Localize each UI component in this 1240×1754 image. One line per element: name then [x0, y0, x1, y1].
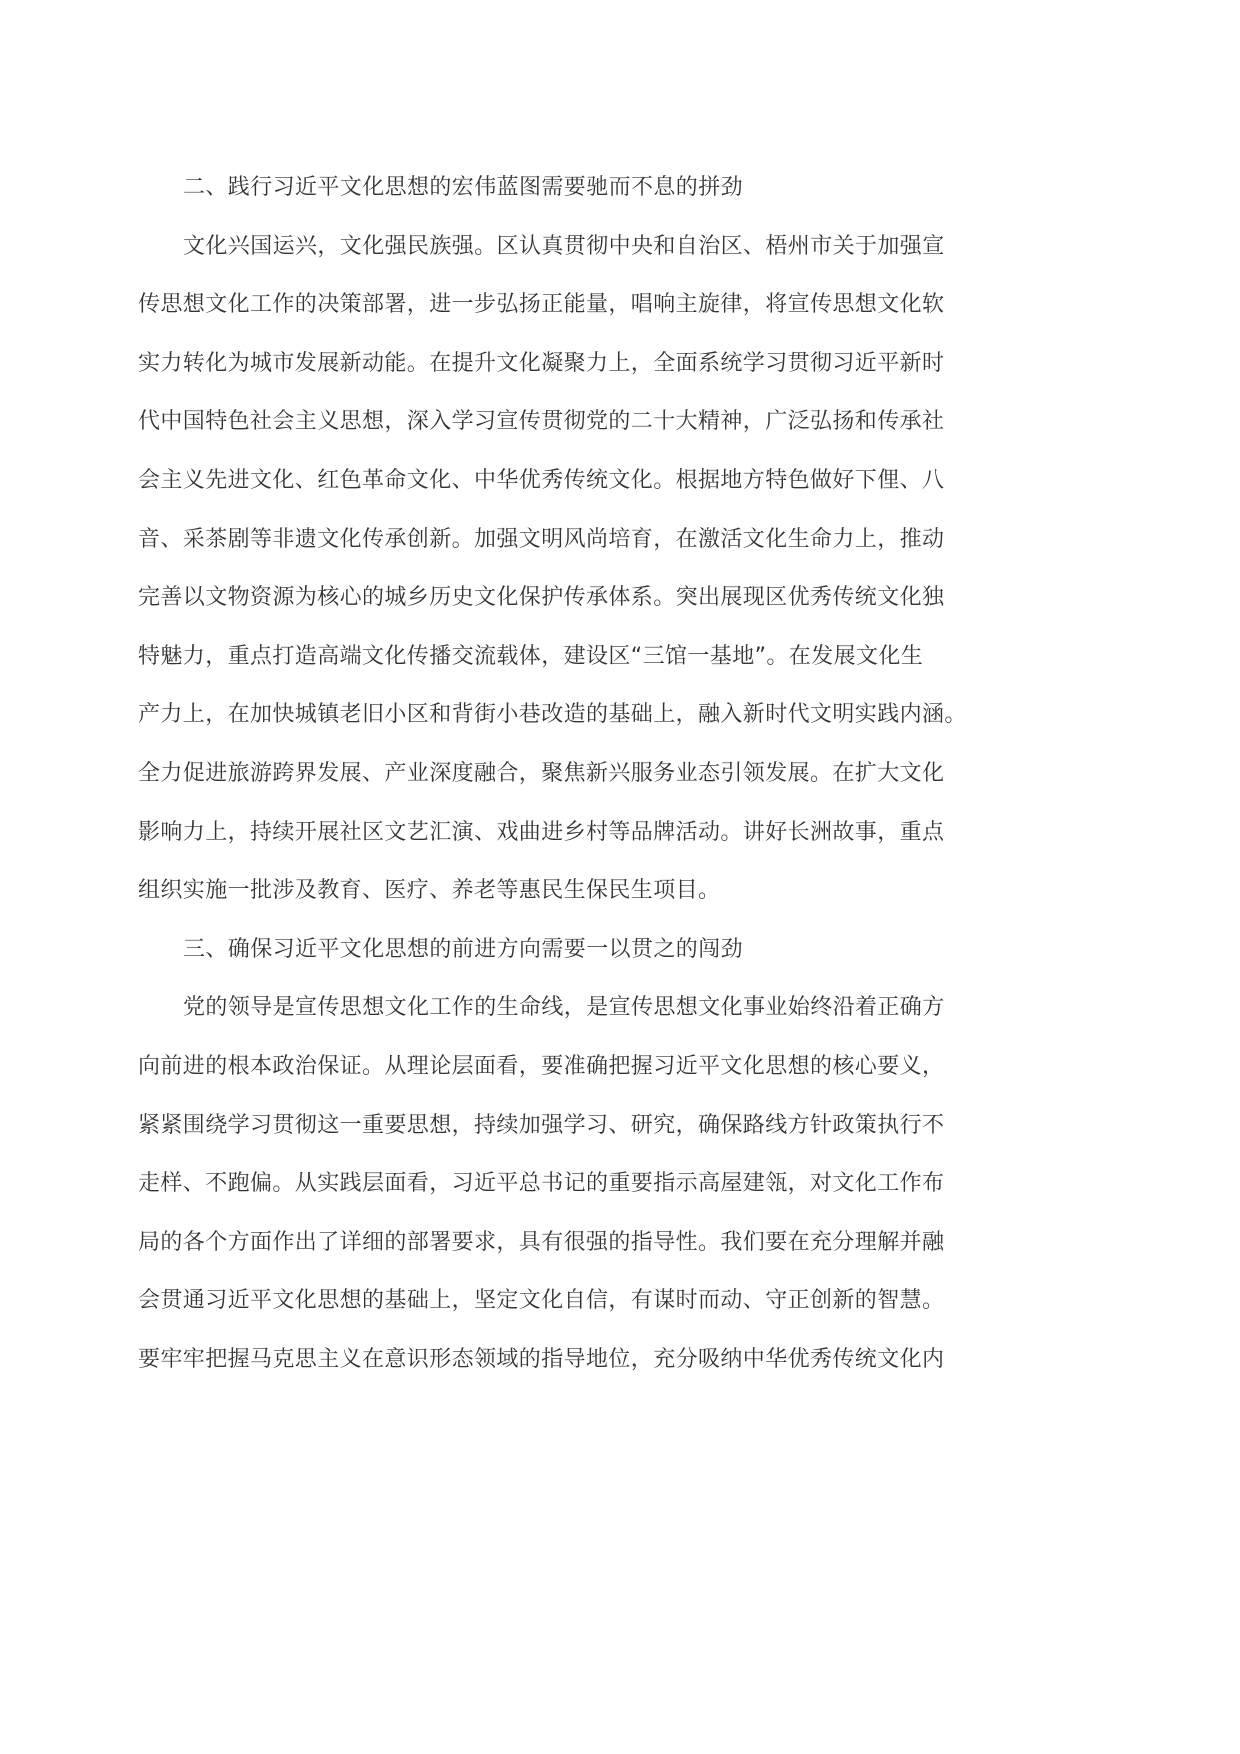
paragraph-line: 影响力上，持续开展社区文艺汇演、戏曲进乡村等品牌活动。讲好长洲故事，重点	[138, 819, 945, 845]
paragraph-line: 要牢牢把握马克思主义在意识形态领域的指导地位，充分吸纳中华优秀传统文化内	[138, 1346, 945, 1372]
document-body	[138, 159, 967, 1389]
paragraph-line: 完善以文物资源为核心的城乡历史文化保护传承体系。突出展现区优秀传统文化独	[138, 585, 945, 611]
paragraph-line: 向前进的根本政治保证。从理论层面看，要准确把握习近平文化思想的核心要义，	[138, 1053, 945, 1079]
paragraph-line: 产力上，在加快城镇老旧小区和背街小巷改造的基础上，融入新时代文明实践内涵。	[138, 702, 967, 728]
paragraph-line: 代中国特色社会主义思想，深入学习宣传贯彻党的二十大精神，广泛弘扬和传承社	[138, 409, 945, 435]
section-heading: 二、践行习近平文化思想的宏伟蓝图需要驰而不息的拼劲	[183, 175, 744, 200]
paragraph-line: 党的领导是宣传思想文化工作的生命线，是宣传思想文化事业始终沿着正确方	[183, 995, 945, 1021]
paragraph-line: 紧紧围绕学习贯彻这一重要思想，持续加强学习、研究，确保路线方针政策执行不	[138, 1112, 945, 1138]
paragraph-line: 实力转化为城市发展新动能。在提升文化凝聚力上，全面系统学习贯彻习近平新时	[138, 350, 945, 376]
paragraph-line: 会贯通习近平文化思想的基础上，坚定文化自信，有谋时而动、守正创新的智慧。	[138, 1288, 945, 1314]
paragraph-line: 文化兴国运兴，文化强民族强。区认真贯彻中央和自治区、梧州市关于加强宣	[183, 233, 945, 259]
paragraph-line: 音、采茶剧等非遗文化传承创新。加强文明风尚培育，在激活文化生命力上，推动	[138, 526, 945, 552]
paragraph-line: 全力促进旅游跨界发展、产业深度融合，聚焦新兴服务业态引领发展。在扩大文化	[138, 760, 945, 786]
section-heading: 三、确保习近平文化思想的前进方向需要一以贯之的闯劲	[183, 936, 744, 962]
paragraph-line: 组织实施一批涉及教育、医疗、养老等惠民生保民生项目。	[138, 878, 721, 904]
paragraph-line: 局的各个方面作出了详细的部署要求，具有很强的指导性。我们要在充分理解并融	[138, 1229, 945, 1255]
paragraph-line: 走样、不跑偏。从实践层面看，习近平总书记的重要指示高屋建瓴，对文化工作布	[138, 1171, 945, 1197]
paragraph-line: 会主义先进文化、红色革命文化、中华优秀传统文化。根据地方特色做好下俚、八	[138, 467, 945, 493]
paragraph-line: 特魅力，重点打造高端文化传播交流载体，建设区“三馆一基地”。在发展文化生	[138, 643, 924, 669]
paragraph-line: 传思想文化工作的决策部署，进一步弘扬正能量，唱响主旋律，将宣传思想文化软	[138, 292, 945, 318]
